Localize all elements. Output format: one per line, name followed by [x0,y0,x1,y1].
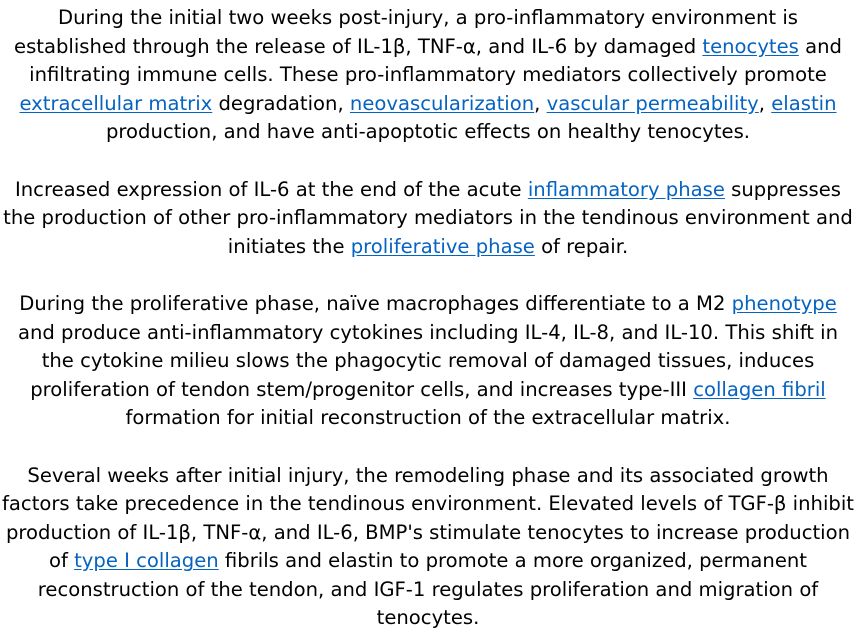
link-collagen-fibril[interactable]: collagen fibril [693,377,826,401]
paragraph-text: and infiltrating immune cells. These pro-inflammatory mediators collectively promote [29,34,842,87]
link-proliferative-phase[interactable]: proliferative phase [350,234,535,258]
paragraph-text: degradation, [212,91,350,115]
paragraph-text: , [534,91,547,115]
paragraph-text: of repair. [534,234,629,258]
link-neovascularization[interactable]: neovascularization [349,91,535,115]
link-elastin[interactable]: elastin [771,91,837,115]
paragraph-text: and produce anti-inflammatory cytokines including IL-4, IL-8, and IL-10. This shift in the cytokine milieu slows the phagocytic removal of damaged tissues, induces proliferation of tendon stem/progenitor cells, and increases type-III [17,320,839,401]
link-vascular-permeability[interactable]: vascular permeability [546,91,759,115]
paragraph-remodeling [0,462,856,634]
document-body [0,4,856,633]
link-type-i-collagen[interactable]: type I collagen [74,549,219,573]
paragraph-inflammatory [0,4,856,147]
link-extracellular-matrix[interactable]: extracellular matrix [19,91,213,115]
paragraph-proliferative [0,290,856,433]
paragraph-text: Increased expression of IL-6 at the end of the acute [14,177,528,201]
paragraph-text: Several weeks after initial injury, the remodeling phase and its associated growth factors take precedence in the tendinous environment. Elevated levels of TGF-β inhibit production of IL-1β, TNF-α, and IL-6, BMP's stimulate tenocytes to increase production of [2,463,854,573]
paragraph-il6 [0,176,856,262]
paragraph-text: During the proliferative phase, naïve macrophages differentiate to a M2 [19,291,732,315]
paragraph-text: During the initial two weeks post-injury, a pro-inflammatory environment is established through the release of IL-1β, TNF-α, and IL-6 by damaged [14,6,798,58]
paragraph-text: formation for initial reconstruction of the extracellular matrix. [125,406,731,430]
link-inflammatory-phase[interactable]: inflammatory phase [527,177,725,201]
link-tenocytes[interactable]: tenocytes [702,34,799,58]
paragraph-text: production, and have anti-apoptotic effects on healthy tenocytes. [105,120,751,144]
paragraph-text: fibrils and elastin to promote a more organized, permanent reconstruction of the tendon, and IGF-1 regulates proliferation and migration of tenocytes. [37,549,819,630]
paragraph-text: suppresses the production of other pro-inflammatory mediators in the tendinous environment and initiates the [3,177,853,258]
link-phenotype[interactable]: phenotype [731,291,837,315]
paragraph-text: , [758,91,772,115]
